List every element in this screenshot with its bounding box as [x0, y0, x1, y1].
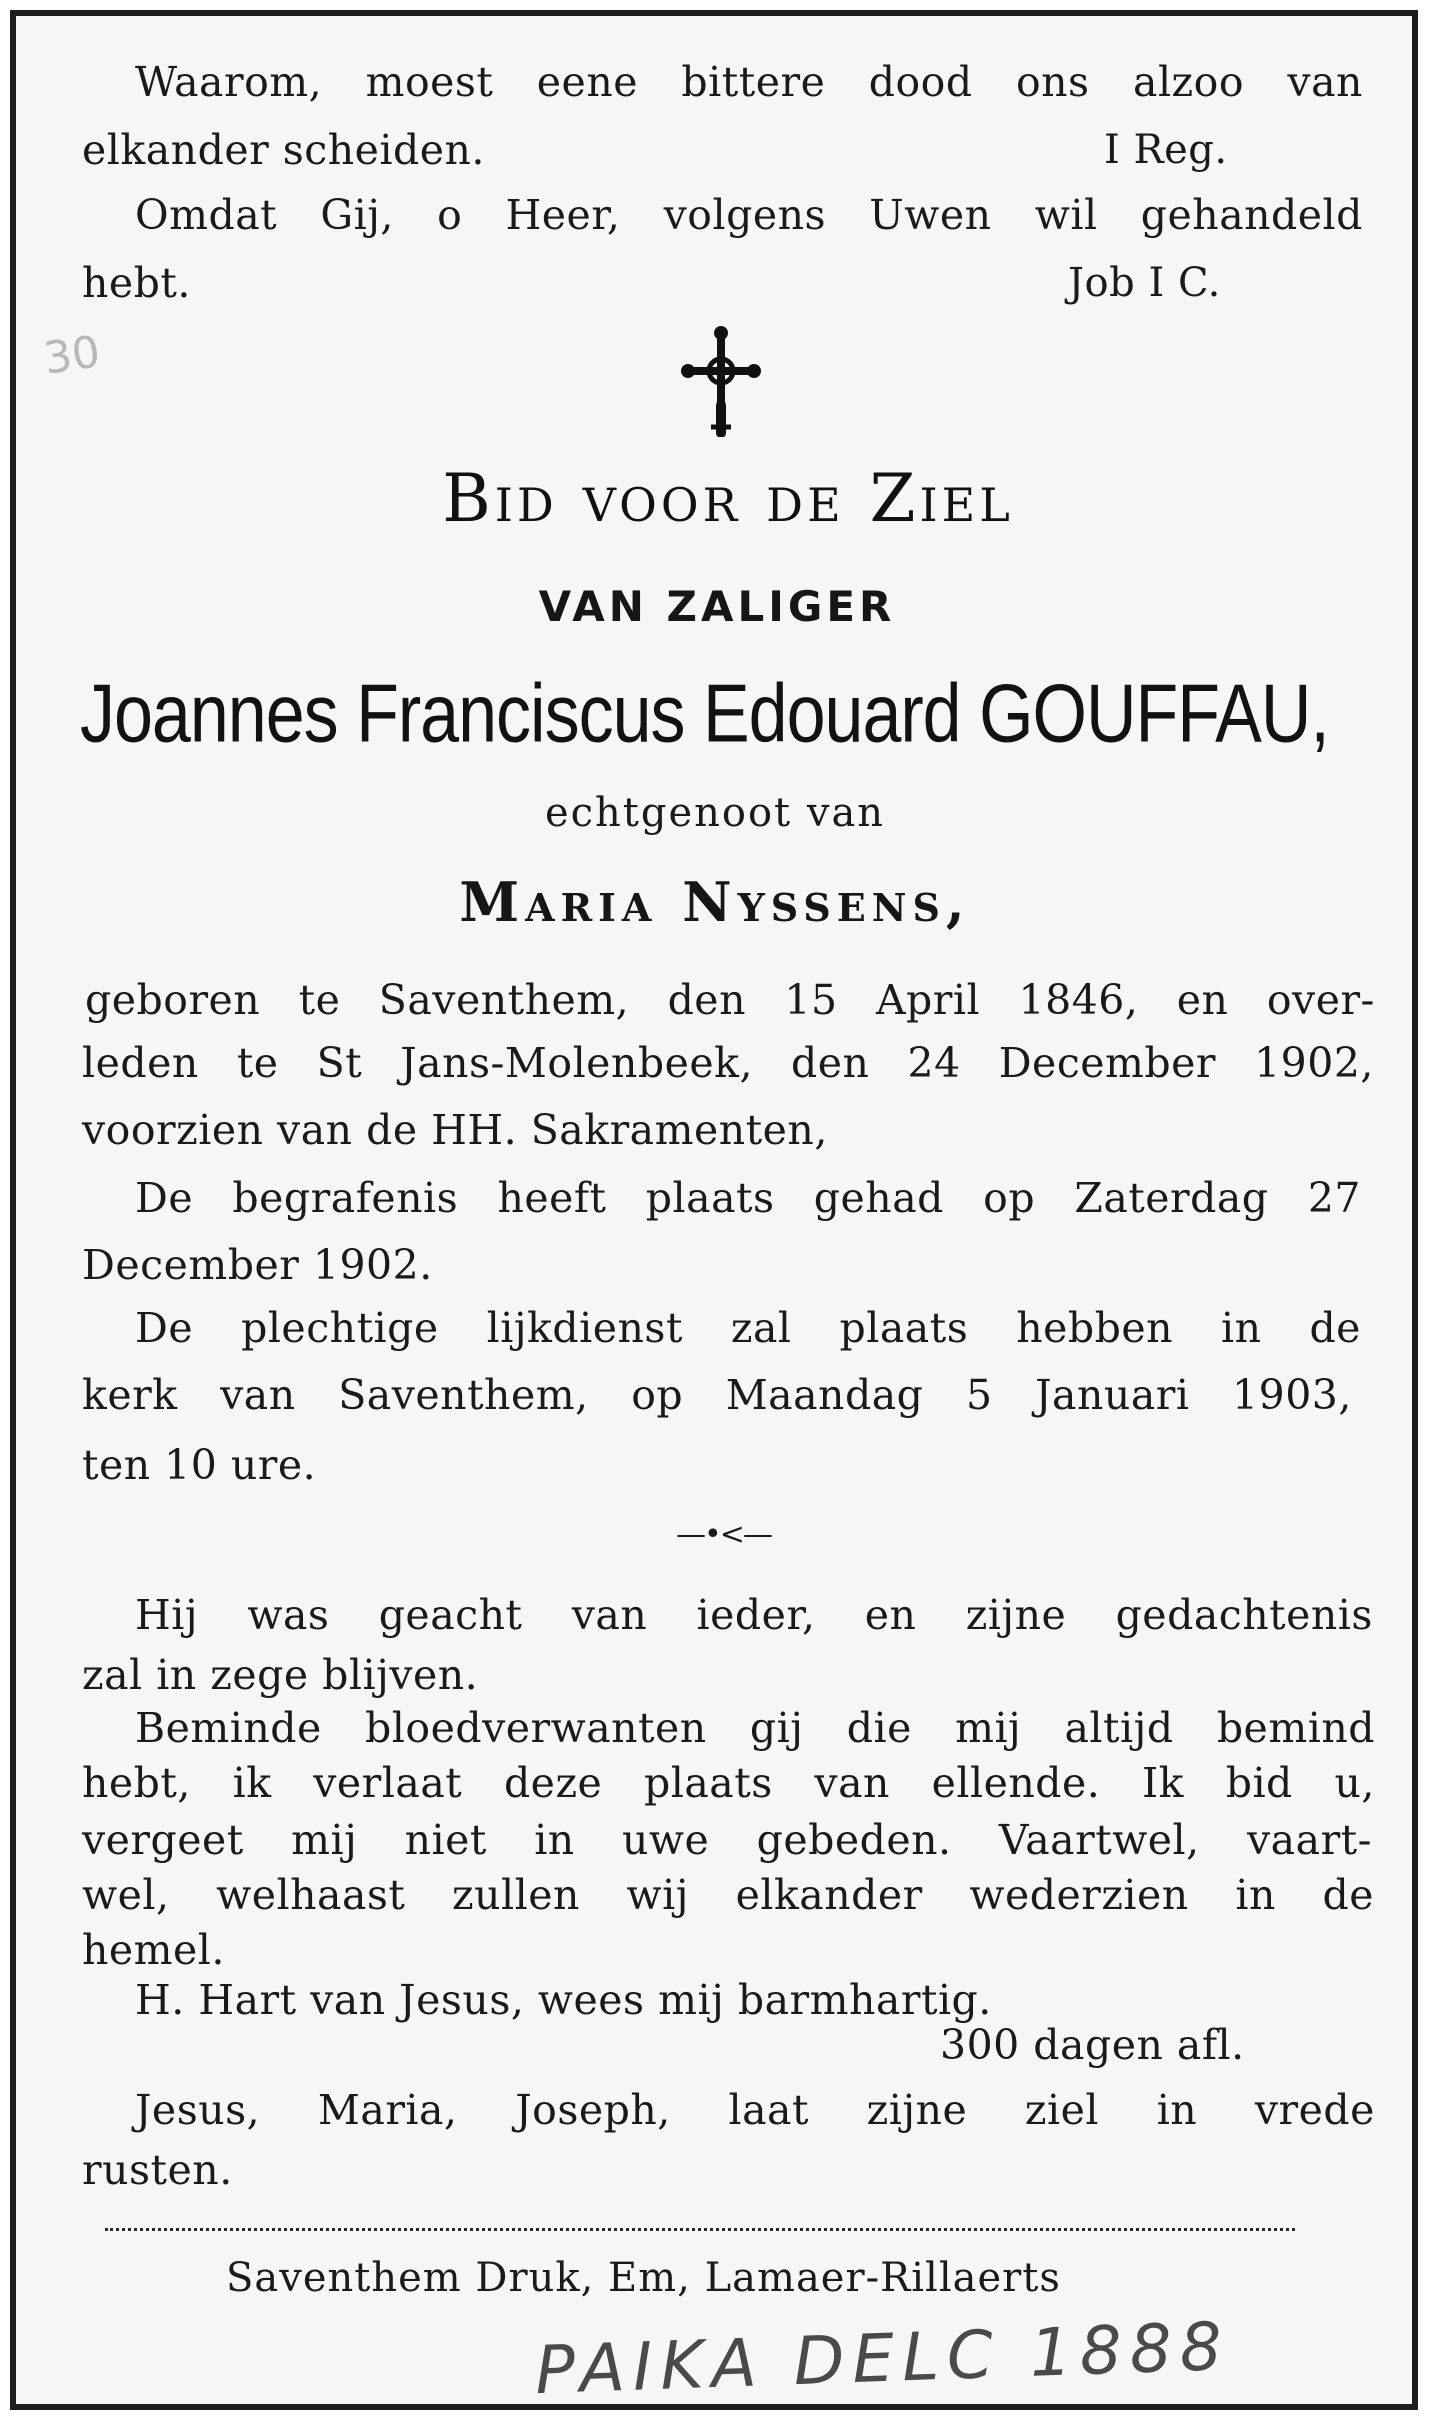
verse-line-3: [135, 191, 1363, 239]
word: vaart-: [1247, 1816, 1372, 1864]
word: plaats: [643, 1759, 773, 1807]
verse-line-2: elkander scheiden.: [82, 126, 485, 174]
word: gedachtenis: [1115, 1591, 1373, 1639]
word: te: [236, 1039, 279, 1087]
prayer-line: H. Hart van Jesus, wees mij barmhartig.: [135, 1976, 992, 2024]
word: gebeden.: [756, 1816, 952, 1864]
funeral-line-2: December 1902.: [82, 1241, 433, 1289]
word: ieder,: [696, 1591, 816, 1639]
word: die: [846, 1704, 912, 1752]
word: op: [983, 1174, 1036, 1222]
tribute-line-3: [135, 1704, 1375, 1752]
word: begrafenis: [232, 1174, 459, 1222]
heading-bid-voor-de-ziel: Bid voor de Ziel: [442, 460, 1014, 537]
word: in: [1235, 1871, 1276, 1919]
word: ik: [232, 1759, 272, 1807]
word: mij: [291, 1816, 358, 1864]
final-prayer-line-2: rusten.: [82, 2146, 233, 2194]
word: zal: [730, 1304, 792, 1352]
word: ziel: [1024, 2086, 1100, 2134]
word: ellende.: [931, 1759, 1101, 1807]
deceased-name: Joannes Franciscus Edouard GOUFFAU,: [80, 667, 1329, 760]
verse-reference-job: Job I C.: [1068, 260, 1221, 306]
word: moest: [365, 58, 494, 106]
word: De: [135, 1174, 194, 1222]
word: van: [814, 1759, 890, 1807]
word: Jesus,: [135, 2086, 261, 2134]
word: Maria,: [317, 2086, 458, 2134]
word: was: [247, 1591, 330, 1639]
word: gehandeld: [1140, 191, 1363, 239]
word: alzoo: [1133, 58, 1245, 106]
word: ons: [1015, 58, 1090, 106]
word: Ik: [1141, 1759, 1185, 1807]
word: plechtige: [241, 1304, 439, 1352]
cross-icon: [680, 325, 762, 437]
word: bloedverwanten: [365, 1704, 707, 1752]
service-line-2: [82, 1371, 1352, 1419]
word: Joseph,: [515, 2086, 671, 2134]
word: St: [316, 1039, 363, 1087]
tribute-line-5: [82, 1816, 1372, 1864]
word: geacht: [378, 1591, 523, 1639]
word: niet: [404, 1816, 487, 1864]
word: over-: [1266, 976, 1375, 1024]
word: Waarom,: [135, 58, 323, 106]
word: Gij,: [320, 191, 394, 239]
word: mij: [955, 1704, 1022, 1752]
word: Januari: [1035, 1371, 1190, 1419]
final-prayer-line-1: [135, 2086, 1375, 2134]
word: u,: [1334, 1759, 1375, 1807]
word: van: [220, 1371, 296, 1419]
word: volgens: [663, 191, 827, 239]
death-line: [82, 1039, 1374, 1087]
word: altijd: [1064, 1704, 1174, 1752]
word: Uwen: [869, 191, 992, 239]
word: zijne: [866, 2086, 968, 2134]
word: in: [534, 1816, 575, 1864]
printer-imprint: Saventhem Druk, Em, Lamaer-Rillaerts: [226, 2255, 1061, 2301]
word: vrede: [1254, 2086, 1375, 2134]
word: hebt,: [82, 1759, 191, 1807]
spouse-name: Maria Nyssens,: [459, 870, 971, 934]
sacraments-line: voorzien van de HH. Sakramenten,: [82, 1106, 828, 1154]
word: De: [135, 1304, 194, 1352]
word: in: [1220, 1304, 1262, 1352]
word: gij: [749, 1704, 804, 1752]
word: Maandag: [725, 1371, 924, 1419]
word: Saventhem,: [378, 976, 630, 1024]
word: welhaast: [216, 1871, 406, 1919]
handwritten-archive-note: PAIKA DELC 1888: [533, 2307, 1231, 2410]
relation-text: echtgenoot van: [544, 790, 886, 836]
word: laat: [728, 2086, 809, 2134]
word: gehad: [813, 1174, 944, 1222]
word: hebben: [1016, 1304, 1174, 1352]
word: Omdat: [135, 191, 278, 239]
word: Vaartwel,: [998, 1816, 1200, 1864]
word: verlaat: [313, 1759, 463, 1807]
word: elkander: [735, 1871, 923, 1919]
indulgence-note: 300 dagen afl.: [940, 2021, 1245, 2069]
birth-line: [85, 976, 1375, 1024]
word: 27: [1307, 1174, 1361, 1222]
tribute-line-4: [82, 1759, 1375, 1807]
word: 1903,: [1232, 1371, 1352, 1419]
word: te: [298, 976, 341, 1024]
word: wil: [1034, 191, 1098, 239]
word: April: [875, 976, 981, 1024]
word: bemind: [1216, 1704, 1375, 1752]
word: plaats: [839, 1304, 969, 1352]
tribute-line-7: hemel.: [82, 1926, 225, 1974]
word: zullen: [452, 1871, 580, 1919]
word: de: [1322, 1871, 1374, 1919]
funeral-line-1: [135, 1174, 1361, 1222]
word: in: [1156, 2086, 1198, 2134]
word: van: [1287, 58, 1363, 106]
word: bid: [1225, 1759, 1293, 1807]
word: wederzien: [969, 1871, 1189, 1919]
word: zijne: [965, 1591, 1067, 1639]
verse-line-4: hebt.: [82, 259, 191, 307]
word: en: [864, 1591, 917, 1639]
word: 15: [784, 976, 838, 1024]
word: wel,: [82, 1871, 170, 1919]
word: uwe: [622, 1816, 710, 1864]
word: deze: [503, 1759, 603, 1807]
word: December: [998, 1039, 1217, 1087]
word: 24: [907, 1039, 961, 1087]
word: dood: [868, 58, 973, 106]
tribute-line-1: [135, 1591, 1373, 1639]
word: en: [1176, 976, 1229, 1024]
word: den: [791, 1039, 870, 1087]
pencil-note: 30: [40, 326, 104, 385]
word: Saventhem,: [338, 1371, 589, 1419]
tribute-line-2: zal in zege blijven.: [82, 1651, 479, 1699]
word: den: [667, 976, 746, 1024]
word: kerk: [82, 1371, 178, 1419]
word: wij: [626, 1871, 689, 1919]
service-line-3: ten 10 ure.: [82, 1441, 317, 1489]
word: Jans-Molenbeek,: [400, 1039, 753, 1087]
word: 1902,: [1254, 1039, 1374, 1087]
dotted-rule: [105, 2228, 1295, 2231]
word: Zaterdag: [1074, 1174, 1269, 1222]
tribute-line-6: [82, 1871, 1374, 1919]
word: heeft: [497, 1174, 607, 1222]
word: plaats: [645, 1174, 775, 1222]
word: 5: [965, 1371, 993, 1419]
word: vergeet: [82, 1816, 244, 1864]
word: Hij: [135, 1591, 199, 1639]
word: Heer,: [505, 191, 621, 239]
word: op: [631, 1371, 684, 1419]
word: de: [1309, 1304, 1361, 1352]
verse-reference-reg: I Reg.: [1104, 127, 1228, 173]
verse-line-1: [135, 58, 1363, 106]
divider-ornament: —•<—: [676, 1517, 771, 1552]
word: van: [571, 1591, 648, 1639]
word: eene: [536, 58, 638, 106]
word: 1846,: [1018, 976, 1139, 1024]
word: geboren: [85, 976, 261, 1024]
heading-van-zaliger: VAN ZALIGER: [538, 582, 896, 631]
service-line-1: [135, 1304, 1361, 1352]
word: Beminde: [135, 1704, 322, 1752]
word: lijkdienst: [486, 1304, 683, 1352]
word: o: [437, 191, 463, 239]
word: leden: [82, 1039, 199, 1087]
word: bittere: [681, 58, 826, 106]
